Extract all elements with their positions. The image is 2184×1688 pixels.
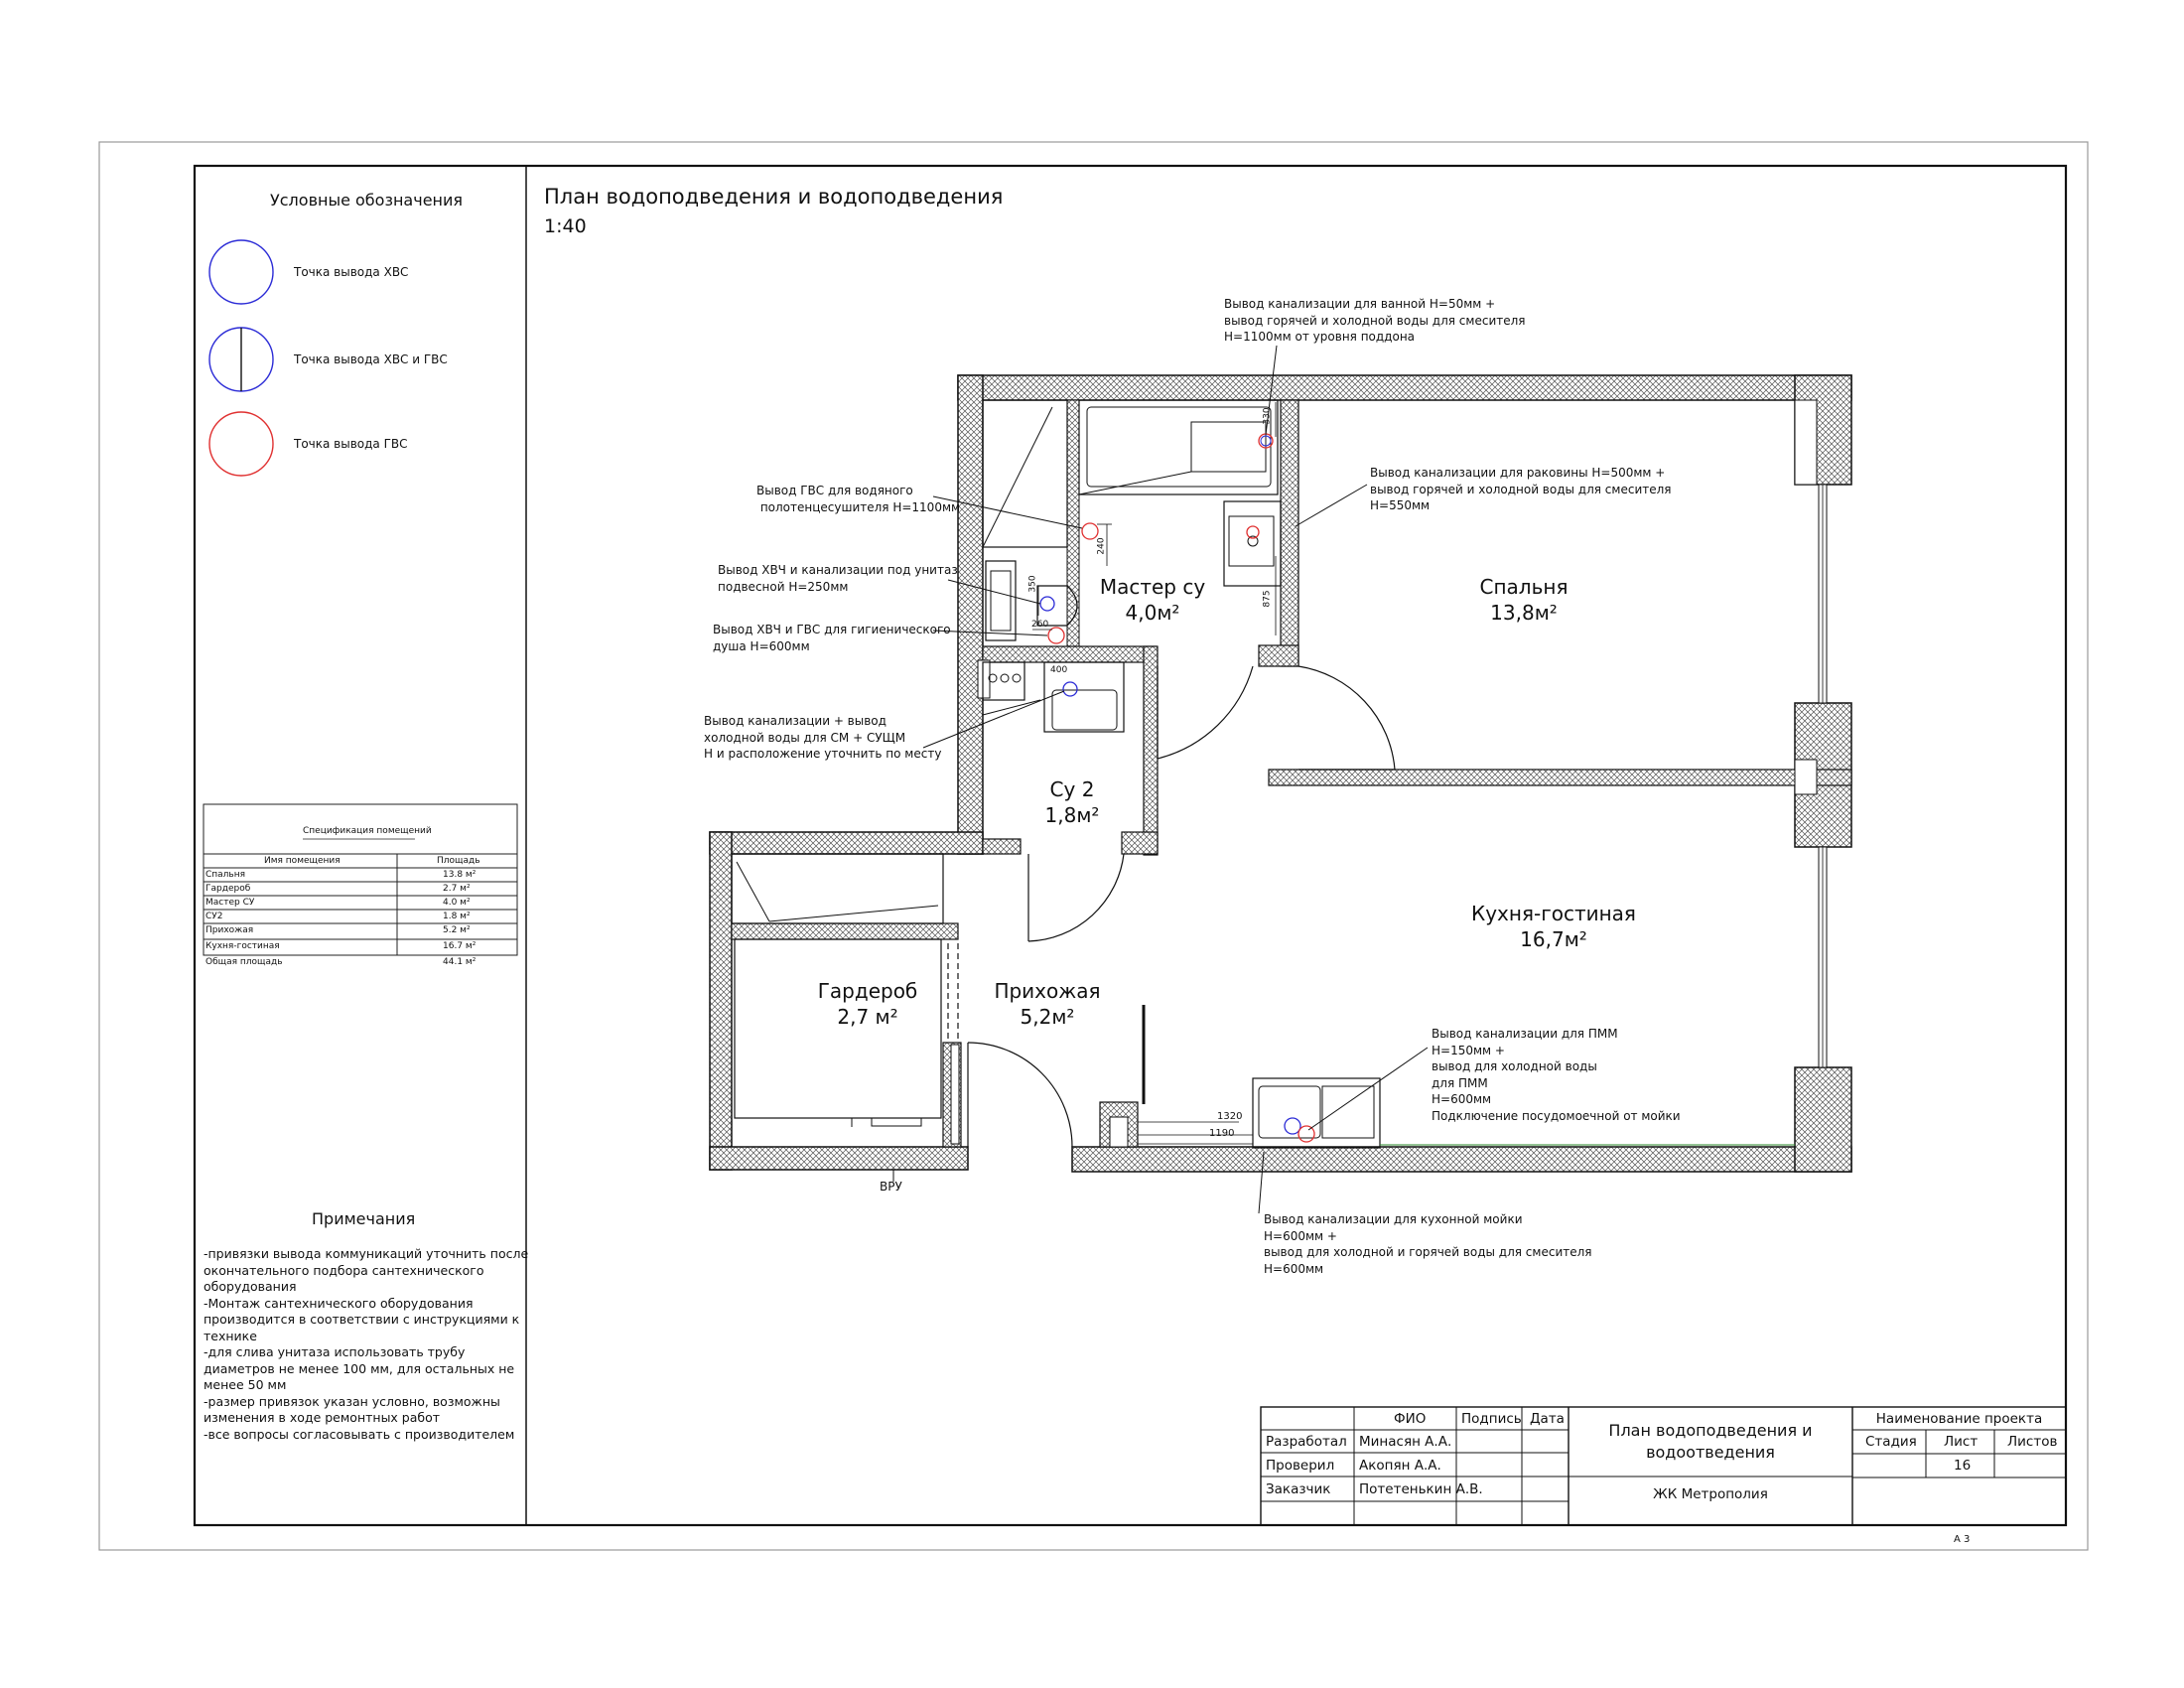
spec-total-value: 44.1 м² <box>443 957 477 967</box>
room-hallway <box>983 978 1112 1030</box>
tb-name: Минасян А.А. <box>1359 1434 1452 1450</box>
scale-label: 1:40 <box>544 215 587 237</box>
room-name: Спальня <box>1479 575 1569 599</box>
room-bedroom <box>1459 574 1588 626</box>
note-line: диаметров не менее 100 мм, для остальных не <box>204 1360 515 1376</box>
spec-row-area: 1.8 м² <box>443 912 471 921</box>
room-kitchen-living <box>1449 901 1658 952</box>
room-bath-2 <box>1023 776 1122 828</box>
dimension-label: 1190 <box>1209 1128 1235 1139</box>
room-area: 13,8м² <box>1490 601 1558 625</box>
dimension-label: 260 <box>1031 620 1049 630</box>
tb-col-stage: Стадия <box>1865 1434 1917 1450</box>
notes-list <box>204 1246 528 1443</box>
dimension-label: 400 <box>1050 665 1068 675</box>
tb-role: Заказчик <box>1266 1481 1331 1497</box>
callout-shower: Вывод ХВЧ и ГВС для гигиенического душа H=600мм <box>713 623 951 653</box>
hot-water-point-icon <box>209 412 273 476</box>
note-line: -Монтаж сантехнического оборудования <box>204 1295 474 1311</box>
legend-heading: Условные обозначения <box>270 191 464 210</box>
electrical-panel-label: ВРУ <box>880 1180 902 1194</box>
room-area: 5,2м² <box>1020 1005 1075 1029</box>
room-area: 1,8м² <box>1044 803 1100 827</box>
tb-sheet-title: План водоподведения и водоотведения <box>1608 1421 1813 1462</box>
page-title: План водоподведения и водоподведения <box>544 185 1004 209</box>
room-name: Гардероб <box>817 979 918 1003</box>
tb-col-sheets: Листов <box>2007 1434 2058 1450</box>
legend-item-cold-hot: Точка вывода ХВС и ГВС <box>294 352 448 366</box>
spec-row-name: Прихожая <box>205 925 254 935</box>
callout-bath: Вывод канализации для ванной H=50мм + вывод горячей и холодной воды для смесителя H=1100мм от уровня поддона <box>1224 297 1526 344</box>
callout-kitchen-sink: Вывод канализации для кухонной мойки H=600мм + вывод для холодной и горячей воды для смесителя H=600мм <box>1264 1212 1592 1276</box>
spec-row-area: 2.7 м² <box>443 884 471 894</box>
spec-col-area: Площадь <box>437 856 480 866</box>
dimension-label: 240 <box>1096 537 1107 555</box>
dimension-label: 1320 <box>1217 1111 1243 1122</box>
tb-header-sign: Подпись <box>1461 1411 1522 1427</box>
note-line: оборудования <box>204 1279 297 1294</box>
spec-row-area: 16.7 м² <box>443 941 477 951</box>
callout-sink: Вывод канализации для раковины H=500мм + вывод горячей и холодной воды для смесителя H=550мм <box>1370 466 1672 512</box>
spec-row-name: СУ2 <box>205 912 223 921</box>
note-line: менее 50 мм <box>204 1377 287 1392</box>
tb-role: Проверил <box>1266 1458 1335 1474</box>
room-area: 4,0м² <box>1125 601 1180 625</box>
tb-project-name: ЖК Метрополия <box>1653 1486 1768 1502</box>
tb-header-fio: ФИО <box>1394 1411 1427 1427</box>
cold-water-point-icon <box>209 240 273 304</box>
spec-row-area: 5.2 м² <box>443 925 471 935</box>
legend-item-hot: Точка вывода ГВС <box>294 437 408 451</box>
format-label: А 3 <box>1954 1534 1971 1545</box>
room-name: Прихожая <box>994 979 1101 1003</box>
tb-role: Разработал <box>1266 1434 1347 1450</box>
spec-title: Спецификация помещений <box>303 826 432 836</box>
spec-row-area: 13.8 м² <box>443 870 477 880</box>
room-name: Су 2 <box>1049 777 1095 801</box>
notes-heading: Примечания <box>312 1209 416 1228</box>
note-line: производится в соответствии с инструкциями к <box>204 1312 520 1327</box>
callout-washer: Вывод канализации + вывод холодной воды для СМ + СУЩМ H и расположение уточнить по месту <box>704 714 942 761</box>
room-name: Кухня-гостиная <box>1471 902 1636 925</box>
spec-row-name: Мастер СУ <box>205 898 255 908</box>
spec-col-name: Имя помещения <box>264 856 341 866</box>
note-line: технике <box>204 1328 257 1343</box>
callout-dishwasher: Вывод канализации для ПММ H=150мм + вывод для холодной воды для ПММ H=600мм Подключение посудомоечной от мойки <box>1432 1027 1681 1123</box>
tb-sheet-number: 16 <box>1954 1458 1972 1474</box>
room-area: 16,7м² <box>1520 927 1587 951</box>
tb-col-sheet: Лист <box>1944 1434 1979 1450</box>
room-wardrobe <box>808 978 927 1030</box>
room-name: Мастер су <box>1099 575 1206 599</box>
room-master-bath <box>1088 574 1217 626</box>
spec-row-name: Кухня-гостиная <box>205 941 280 951</box>
room-area: 2,7 м² <box>837 1005 898 1029</box>
note-line: изменения в ходе ремонтных работ <box>204 1410 441 1425</box>
tb-header-date: Дата <box>1530 1411 1565 1427</box>
note-line: окончательного подбора сантехнического <box>204 1262 484 1278</box>
cold-hot-water-point-icon <box>209 328 273 391</box>
note-line: -привязки вывода коммуникаций уточнить после <box>204 1246 529 1261</box>
tb-name: Акопян А.А. <box>1359 1458 1441 1474</box>
note-line: -размер привязок указан условно, возможны <box>204 1393 500 1409</box>
spec-row-name: Гардероб <box>205 884 251 894</box>
callout-toilet: Вывод ХВЧ и канализации под унитаз подвесной H=250мм <box>718 563 958 594</box>
note-line: -все вопросы согласовывать с производителем <box>204 1426 515 1442</box>
spec-row-name: Спальня <box>205 870 246 880</box>
tb-name: Потетенькин А.В. <box>1359 1481 1483 1497</box>
dimension-label: 350 <box>1027 575 1038 593</box>
callout-towel-dryer: Вывод ГВС для водяного полотенцесушителя H=1100мм <box>756 484 961 514</box>
note-line: -для слива унитаза использовать трубу <box>204 1344 466 1359</box>
spec-row-area: 4.0 м² <box>443 898 471 908</box>
tb-project-label: Наименование проекта <box>1875 1411 2043 1427</box>
dimension-label: 875 <box>1262 590 1273 608</box>
dimension-label: 330 <box>1262 407 1273 425</box>
spec-total-label: Общая площадь <box>205 957 283 967</box>
legend-item-cold: Точка вывода ХВС <box>294 265 409 279</box>
